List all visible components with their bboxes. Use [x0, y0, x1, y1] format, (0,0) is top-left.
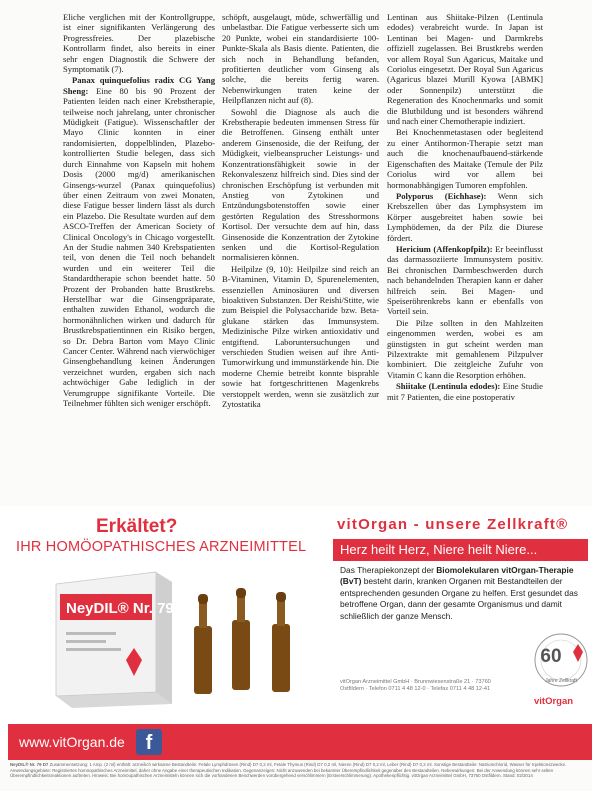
company-address: vitOrgan Arzneimittel GmbH · Brunnwiesenstraße 21 · 73760 Ostfildern · Telefon 0711 4 48 12-0 · Telefax 0711 4 48 12-41: [340, 679, 491, 693]
article-subhead: Hericium (Affenkopfpilz):: [396, 243, 493, 254]
article-subhead: Shiitake (Lentinula edodes):: [396, 381, 501, 392]
article-paragraph: Bei Knochenmetastasen oder begleitend zu einer Antihormon-Therapie setzt man auch die knochenaufbauend-stärkende Eigenschaften des Maitake (Temule der Pilz Coriolus wird vor allem bei hormonabhängigen Tumoren empfohlen.: [387, 127, 543, 190]
ad-body-bold: Biomolekularen vitOrgan-Therapie (BvT): [340, 565, 574, 587]
article-paragraph: Eliche verglichen mit der Kontrollgruppe, ist einer signifikanten Verlängerung des Progressfreies. Der plazebische Kontrollarm findet, also bereits in einer sehr engen Diagnostik die Schwere der Symptomatik (7).: [63, 12, 215, 75]
article-paragraph: [63, 75, 215, 408]
ad-headline: Erkältet?: [96, 516, 178, 537]
article-text: Wenn sich Krebszellen über das Lymphsystem im Körper ausgebreitet haben sowie bei Lymphödemen, da der Pilz die Diurese fördert.: [387, 190, 543, 243]
tagline-bar: [333, 539, 588, 561]
article-column-1: [63, 12, 215, 409]
brand-headline: vitOrgan - unsere Zellkraft®: [337, 516, 569, 533]
tagline: Herz heilt Herz, Niere heilt Niere...: [340, 542, 538, 557]
article-paragraph: [387, 191, 543, 243]
website-strip: [8, 724, 592, 760]
article-paragraph: Heilpilze (9, 10): Heilpilze sind reich an B-Vitaminen, Vitamin D, Spurenelementen, essenziellen Aminosäuren und diversen bioaktiven Substanzen. Der Reishi/Stitte, wie zum Beispiel die Polysaccharide bzw. Beta-glukane stärken das Immunsystem. Medizinische Pilze wirken antioxidativ und entgiftend. Laboruntersuchungen und verschieden Studien weisen auf ihre Anti-Tumorwirkung und immunstärkende hin. Die moderne Chemie betreibt konnte bisprahle sowie hat fortgeschrittenen Magenkrebs verstoppelt werden, wenn sie zusätzlich zur Zytostatika: [222, 263, 379, 410]
fine-print: [10, 762, 582, 791]
product-name: NeyDIL® Nr. 79 D7: [66, 600, 198, 617]
article-text: Er beeinflusst das darmassoziierte Immunsystem positiv. Bei chronischen Darmbeschwerden durch nach behandelnden Therapien kann er daher hilfreich sein. Bei Magen- und Speiseröhrenkrebs kann er ebenfalls von Vorteil sein.: [387, 243, 544, 317]
article-paragraph: Sowohl die Diagnose als auch die Krebstherapie bedeuten immensen Stress für die Betroffenen. Ginseng enthält unter anderem Ginsenoside, die der Reifung, der Müdigkeit, vielbeansprucher Leistungs- und Konzentrationsfähigkeit sowie in der Rekonvaleszenz hilfreich sind. Dies sind der chronischen Erschöpfung ist verbunden mit Anstieg von Zytokinen und Entzündungsbotenstoffen sowie einer gestörten Regulation des Stresshormons Kortisol. Der versuchte dem auf hin, dass Ginsenoside die Konzentration der Zytokine senken und die Kortisol-Regulation normalisieren können.: [222, 106, 379, 263]
article-paragraph: Lentinan aus Shiitake-Pilzen (Lentinula edodes) verabreicht wurde. In Japan ist Lentinan bei Magen- und Darmkrebs offiziell zugelassen. Bei Brustkrebs werden vor allem Royal Sun Agaricus, Maitake und Coriolus eingesetzt. Der Royal Sun Agaricus (Agaricus blazei Murill Kyowa [ABMK] oder Sonnenpilz) unterstützt die Regeneration des Knochenmarks und somit die Blutbildung und ist besonders während und nach einer Chemotherapie indiziert.: [387, 12, 543, 127]
facebook-icon[interactable]: f: [136, 729, 162, 755]
article-subhead: Panax quinquefolius radix CG Yang Sheng:: [63, 75, 215, 96]
article-subhead: Polyporus (Eichhase):: [396, 190, 487, 201]
brand-logo: vitOrgan: [534, 696, 574, 707]
article-paragraph: Die Pilze sollten in den Mahlzeiten eingenommen werden, wobei es am günstigsten in gut scheint werden man Pilzextrakte mit gemahlenem Pilzpulver kombiniert. Die zeitgleiche Zufuhr von Vitamin C kann die Resorption erhöhen.: [387, 317, 543, 380]
ad-body-part: besteht darin, kranken Organen mit Bestandteilen der entsprechenden gesunden Organe zu helfen. Erst gesundet das betroffene Organ, dann der gesamte Organismus und damit schließlich der ganze Mensch.: [340, 576, 578, 621]
ampoules-image: [180, 588, 310, 703]
article-column-3: [387, 12, 543, 403]
product-box-image: [48, 564, 198, 709]
fine-print-text: Zusammensetzung: 1 Amp. (2 ml) enthält: arzneilich wirksame Bestandteile: Fetale Lymphdrüsen (Rind) D7 0,2 ml, Fetale Thymus (Rind) D7 0,2 ml, Nieren (Rind) D7 0,2 ml, Leber (Rind) D7 0,2 ml. Sonstige Bestandteile: Natriumchlorid, Wasser für Injektionszwecke. Anwendungsgebiete: Registriertes homöopathisches Arzneimittel, daher ohne Angabe einer therapeutischen Indikation. Gegenanzeigen: Nicht anzuwenden bei bekannter Überempfindlichkeit gegenüber den Bestandteilen. Nebenwirkungen: Bei der Anwendung können sehr selten Überempfindlichkeitsreaktionen auftreten. Hinweis: Bei homöopathischen Arzneimitteln können sich die vorhandenen Beschwerden vorübergehend verschlimmern (Erstverschlimmerung). Apothekenpflichtig. vitOrgan Arzneimittel GmbH, 73760 Ostfildern. Stand: 02/2014: [10, 762, 567, 779]
seal-ring-text: Jahre Zellkraft: [545, 678, 577, 684]
ad-body-text: [340, 565, 585, 622]
article-text: Eine Studie mit 7 Patienten, die eine postoperativ: [387, 381, 543, 402]
website-link[interactable]: www.vitOrgan.de: [19, 734, 125, 750]
article-paragraph: schöpft, ausgelaugt, müde, schwerfällig und unbelastbar. Die Fatigue verbesserte sich um 20 Punkte, wobei ein standardisierte 100-Punkte-Skala als Basis diente. Patienten, die sich noch in Behandlung befanden, profitierten deutlicher vom Ginseng als solche, die bereits fertig waren. Nebenwirkungen traten keine der Heilpflanzen nicht auf (8).: [222, 12, 379, 106]
anniversary-number: 60: [540, 646, 562, 667]
advertisement[interactable]: [0, 506, 592, 760]
article-text: Eine 80 bis 90 Prozent der Patienten leiden nach einer Krebstherapie, teilweise noch jahrelang, unter chronischer Müdigkeit (Fatigue). Wissenschaftler der Mayo Clinic konnten in einer randomisierten, doppelblinden, Plazebo-kontrollierten Studie belegen, dass sich durch Einnahme von Kapseln mit hohem Dosis (2000 mg/d) amerikanischen Ginsengs-wurzel (Panax quinquefolius) über einen Zeitraum von zwei Monaten, diese Fatigue besser lindern lässt als durch ein Plazebo. Die Resultate wurden auf dem ASCO-Treffen der American Society of Clinical Oncology's in Chicago vorgestellt. An der Studie nahmen 340 Krebspatienten teil, von denen die Teil noch behandelt wurden und ein weiterer Teil die Standardtherapie schon beendet hatte. 50 Prozent der Probanden hatte Brustkrebs. Herstellbar war die Ginsengpräparate, enthalten zuwiden Ethanol, wodurch die hormonähnlichen wirken und dadurch für Brustkrebspatientinnen ein Risiko bergen, so Dr. Debra Barton vom Mayo Clinic Cancer Center. Während nach vierwöchiger Ginsengbehandlung keinen Änderungen verzeichnet wurden, ergaben sich nach achtwöchiger Gabe lediglich in der Verumgruppe signifikante Vorteile. Die Teilnehmer fühlten sich weniger erschöpft.: [63, 85, 215, 409]
article-paragraph: [387, 381, 543, 402]
fine-print-head: NeyDIL® Nr. 79 D7: [10, 762, 49, 767]
article-paragraph: [387, 244, 543, 317]
ad-subheadline: IHR HOMÖOPATHISCHES ARZNEIMITTEL: [16, 539, 307, 555]
ad-body-part: Das Therapiekonzept der: [340, 565, 437, 575]
article-column-2: [222, 12, 379, 410]
